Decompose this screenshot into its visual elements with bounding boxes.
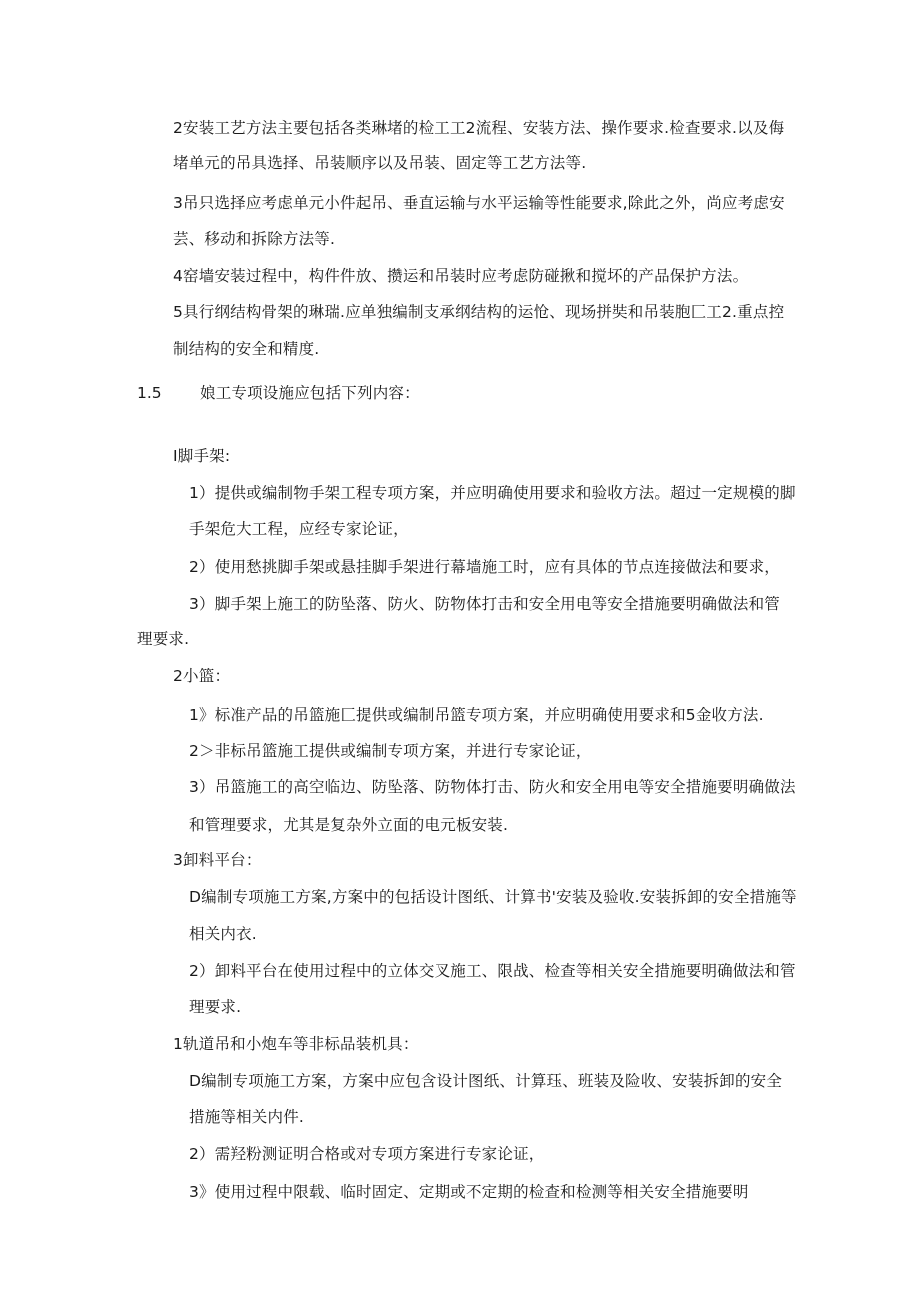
- subsection-heading: 2小篮：: [173, 667, 231, 685]
- subsection-heading: I脚手架:: [173, 447, 231, 465]
- text-line: 理要求.: [189, 998, 242, 1016]
- subsection-heading: 1轨道吊和小炮车等非标品装机具：: [173, 1035, 419, 1053]
- text-line: 2）需羟粉测证明合格或对专项方案进行专家论证，: [189, 1145, 545, 1163]
- text-line: 2）使用愁挑脚手架或悬挂脚手架进行幕墙施工时，应有具体的节点连接做法和要求，: [189, 558, 780, 576]
- text-line: 5具行纲结构骨架的琳瑞.应单独编制支承纲结构的运怆、现场拼奘和吊装胞匚工2.重点控: [173, 303, 785, 321]
- text-line: 1》标准产品的吊篮施匚提供或编制吊篮专项方案，并应明确使用要求和5金收方法.: [189, 706, 764, 724]
- text-line: 1）提供或编制物手架工程专项方案，并应明确使用要求和验收方法。超过一定规模的脚: [189, 484, 796, 502]
- text-line: 3）脚手架上施工的防坠落、防火、防物体打击和安全用电等安全措施要明确做法和管: [189, 595, 780, 613]
- text-line: 3吊只选择应考虑单元小件起吊、垂直运输与水平运输等性能要求,除此之外，尚应考虑安: [173, 194, 785, 212]
- text-line: 2）卸料平台在使用过程中的立体交叉施工、限战、检查等相关安全措施要明确做法和管: [189, 962, 796, 980]
- text-line: 芸、移动和拆除方法等.: [173, 230, 336, 248]
- text-line: 相关内衣.: [189, 925, 257, 943]
- text-line: 3》使用过程中限载、临时固定、定期或不定期的检查和检测等相关安全措施要明: [189, 1183, 749, 1201]
- text-line: 堵单元的吊具选择、吊装顺序以及吊装、固定等工艺方法等.: [173, 154, 587, 172]
- text-line: 3）吊篮施工的高空临边、防坠落、防物体打击、防火和安全用电等安全措施要明确做法: [189, 778, 796, 796]
- text-line: 手架危大工程，应经专家论证，: [189, 520, 409, 538]
- subsection-heading: 3卸料平台：: [173, 851, 262, 869]
- section-heading: 娘工专项设施应包括下列内容：: [200, 384, 420, 402]
- text-line: 和管理要求，尤其是复杂外立面的电元板安装.: [189, 816, 509, 834]
- section-number: 1.5: [137, 384, 162, 402]
- text-line: D编制专项施工方案，方案中应包含设计图纸、计算珏、班装及险收、安装拆卸的安全: [189, 1072, 783, 1090]
- text-line: 2安装工艺方法主要包括各类琳堵的检工工2流程、安装方法、操作要求.检查要求.以及侮: [173, 119, 785, 137]
- text-line: 4窑墙安装过程中，构件件放、攒运和吊装时应考虑防碰揪和搅坏的产品保护方法。: [173, 267, 749, 285]
- text-line: 理要求.: [137, 630, 190, 648]
- text-line: 2＞非标吊篮施工提供或编制专项方案，并进行专家论证，: [189, 742, 592, 760]
- text-line: 制结构的安全和精度.: [173, 340, 320, 358]
- text-line: D编制专项施工方案,方案中的包括设计图纸、计算书'安装及验收.安装拆卸的安全措施等: [189, 888, 797, 906]
- text-line: 措施等相关内件.: [189, 1108, 305, 1126]
